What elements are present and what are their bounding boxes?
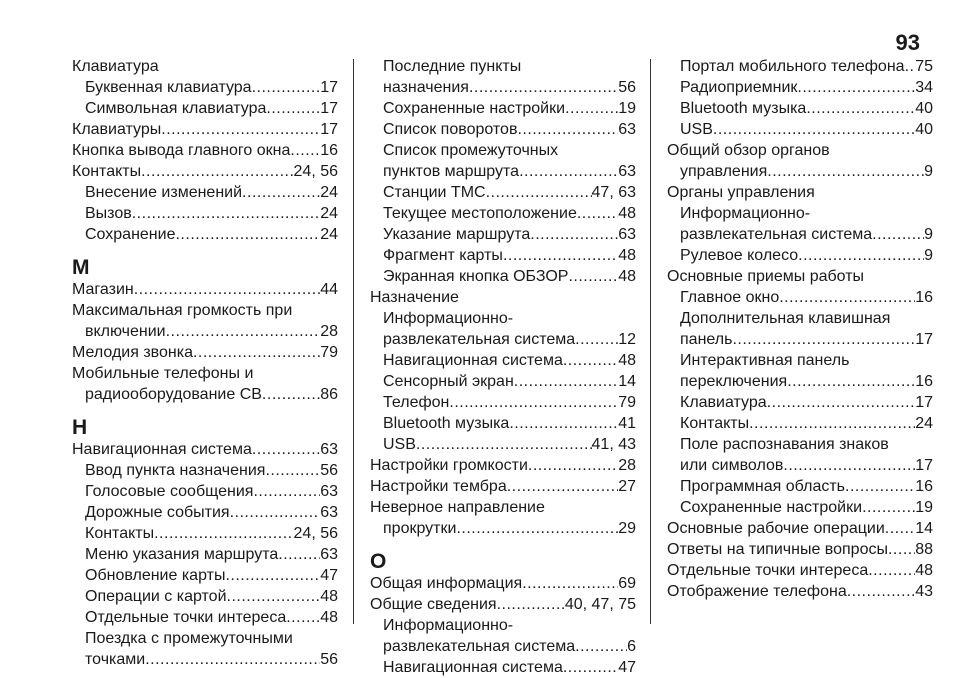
index-subentry [667,497,933,518]
entry-label: Контакты [680,415,750,432]
index-subentry [667,56,933,77]
index-entry [667,581,933,602]
leader-dots [767,161,924,182]
entry-label: Ответы на типичные вопросы [667,541,888,558]
index-subentry [72,481,338,502]
leader-dots [779,287,915,308]
index-subentry [667,245,933,266]
entry-page-number: 79 [320,344,338,361]
entry-label: Клавиатуры [72,121,162,138]
index-subentry [370,266,636,287]
entry-page-number: 48 [915,562,933,579]
index-entry [667,518,933,539]
entry-page-number: 48 [618,205,636,222]
entry-page-number: 24, 56 [293,525,338,542]
leader-dots [134,279,320,300]
entry-label: Текущее местоположение [383,205,577,222]
leader-dots [806,98,915,119]
index-entry [72,439,338,460]
leader-dots [732,329,915,350]
entry-label: Портал мобильного телефона [680,58,905,75]
index-subentry [667,308,933,329]
entry-page-number: 41, 43 [591,436,636,453]
index-subentry [72,649,338,670]
leader-dots [486,182,592,203]
leader-dots [242,182,320,203]
index-subentry [370,615,636,636]
entry-label: Информационно- [383,617,514,634]
index-subentry [667,350,933,371]
leader-dots [517,119,618,140]
entry-page-number: 48 [320,609,338,626]
entry-label: Информационно- [680,205,811,222]
entry-label: Рулевое колесо [680,247,799,264]
entry-label: Основные рабочие операции [667,520,885,537]
leader-dots [230,502,321,523]
index-subentry [370,119,636,140]
entry-label: Навигационная система [383,659,563,676]
index-subentry [370,182,636,203]
entry-label: Интерактивная панель [680,352,850,369]
entry-page-number: 56 [618,79,636,96]
index-entry [667,560,933,581]
entry-page-number: 47, 63 [591,184,636,201]
leader-dots [416,434,592,455]
index-subentry [72,384,338,405]
index-entry [370,476,636,497]
index-column-1 [72,56,338,670]
index-subentry [370,245,636,266]
entry-page-number: 17 [915,394,933,411]
index-entry [72,161,338,182]
index-subentry [370,77,636,98]
entry-page-number: 56 [320,651,338,668]
entry-label: Станции TMC [383,184,486,201]
section-letter: М [72,256,90,279]
leader-dots [845,476,915,497]
entry-page-number: 63 [618,121,636,138]
section-letter: О [370,550,387,573]
index-subentry [370,203,636,224]
entry-page-number: 79 [618,394,636,411]
leader-dots [469,77,618,98]
leader-dots [888,539,915,560]
index-entry [72,119,338,140]
index-subentry [72,565,338,586]
entry-label: Настройки громкости [370,457,528,474]
index-subentry [72,77,338,98]
entry-label: Навигационная система [72,441,252,458]
entry-label: Символьная клавиатура [85,100,267,117]
index-subentry [72,607,338,628]
leader-dots [252,77,321,98]
column-divider [650,59,651,624]
entry-page-number: 63 [320,504,338,521]
entry-label: Сохраненные настройки [383,100,566,117]
entry-label: Контакты [85,525,155,542]
entry-label: развлекательная система [383,331,576,348]
leader-dots [278,544,320,565]
index-subentry [72,321,338,342]
entry-page-number: 63 [618,226,636,243]
index-subentry [370,140,636,161]
leader-dots [862,497,915,518]
entry-page-number: 16 [915,478,933,495]
index-entry [72,56,338,77]
index-subentry [72,182,338,203]
entry-page-number: 16 [915,289,933,306]
leader-dots [797,77,915,98]
index-subentry [667,455,933,476]
leader-dots [193,342,320,363]
leader-dots [563,350,618,371]
index-entry [370,594,636,615]
index-subentry [667,287,933,308]
entry-label: прокрутки [383,520,457,537]
leader-dots [577,203,618,224]
leader-dots [575,636,627,657]
index-subentry [72,523,338,544]
index-entry [370,455,636,476]
index-subentry [667,476,933,497]
leader-dots [449,392,618,413]
index-subentry [667,413,933,434]
leader-dots [456,518,618,539]
entry-label: Неверное направление [370,499,545,516]
entry-page-number: 19 [915,499,933,516]
leader-dots [787,371,915,392]
index-entry [72,279,338,300]
index-entry [370,573,636,594]
entry-label: Сохранение [85,226,176,243]
entry-label: Общий обзор органов [667,142,830,159]
entry-page-number: 17 [320,100,338,117]
entry-page-number: 24, 56 [293,163,338,180]
leader-dots [509,413,618,434]
entry-label: Кнопка вывода главного окна [72,142,291,159]
entry-label: радиооборудование CB [85,386,262,403]
entry-label: Телефон [383,394,450,411]
entry-label: Радиоприемник [680,79,798,96]
leader-dots [563,657,618,678]
index-subentry [667,161,933,182]
column-divider [353,59,354,624]
index-subentry [667,98,933,119]
index-subentry [667,203,933,224]
entry-page-number: 48 [618,352,636,369]
entry-label: Внесение изменений [85,184,243,201]
entry-label: Информационно- [383,310,514,327]
entry-label: Отдельные точки интереса [667,562,869,579]
entry-label: Экранная кнопка ОБЗОР [383,268,569,285]
entry-page-number: 16 [915,373,933,390]
index-entry [667,539,933,560]
entry-page-number: 14 [915,520,933,537]
index-subentry [667,224,933,245]
entry-page-number: 29 [618,520,636,537]
entry-page-number: 17 [320,79,338,96]
leader-dots [132,203,320,224]
entry-label: USB [383,436,416,453]
entry-label: Общая информация [370,575,523,592]
leader-dots [767,392,916,413]
entry-page-number: 47 [618,659,636,676]
entry-page-number: 28 [320,323,338,340]
entry-page-number: 40 [915,100,933,117]
leader-dots [262,384,320,405]
leader-dots [286,607,320,628]
entry-label: Сенсорный экран [383,373,514,390]
entry-label: включении [85,323,166,340]
index-entry [72,300,338,321]
entry-label: Голосовые сообщения [85,483,254,500]
leader-dots [252,439,320,460]
entry-page-number: 17 [915,457,933,474]
entry-page-number: 34 [915,79,933,96]
entry-label: Клавиатура [680,394,767,411]
entry-page-number: 88 [915,541,933,558]
entry-page-number: 9 [924,226,933,243]
entry-page-number: 63 [320,441,338,458]
entry-page-number: 43 [915,583,933,600]
leader-dots [145,649,320,670]
entry-label: Максимальная громкость при [72,302,293,319]
entry-label: Отдельные точки интереса [85,609,287,626]
leader-dots [227,586,321,607]
section-letter: Н [72,416,88,439]
entry-page-number: 14 [618,373,636,390]
leader-dots [528,455,618,476]
index-subentry [667,329,933,350]
leader-dots [154,523,293,544]
index-subentry [370,434,636,455]
leader-dots [905,56,916,77]
leader-dots [514,371,618,392]
index-subentry [667,392,933,413]
index-subentry [72,203,338,224]
leader-dots [266,98,320,119]
leader-dots [868,560,915,581]
entry-label: Вызов [85,205,132,222]
entry-page-number: 86 [320,386,338,403]
index-subentry [72,544,338,565]
entry-label: Сохраненные настройки [680,499,863,516]
leader-dots [783,455,915,476]
leader-dots [749,413,915,434]
index-entry [72,363,338,384]
entry-label: Список промежуточных [383,142,559,159]
entry-label: Назначение [370,289,459,306]
entry-label: Фрагмент карты [383,247,503,264]
entry-label: Операции с картой [85,588,227,605]
leader-dots [519,161,618,182]
entry-label: Дорожные события [85,504,230,521]
index-subentry [667,77,933,98]
entry-label: точками [85,651,146,668]
index-entry [370,287,636,308]
entry-page-number: 9 [924,247,933,264]
entry-page-number: 48 [320,588,338,605]
index-column-3 [667,56,933,602]
entry-label: назначения [383,79,469,96]
leader-dots [522,573,618,594]
index-subentry [370,98,636,119]
page-number: 93 [895,30,920,55]
entry-label: Поездка с промежуточными [85,630,293,647]
index-subentry [370,636,636,657]
entry-label: Навигационная система [383,352,563,369]
index-subentry [370,657,636,678]
leader-dots [290,140,320,161]
index-subentry [72,224,338,245]
index-subentry [370,371,636,392]
entry-page-number: 48 [618,268,636,285]
entry-label: Общие сведения [370,596,497,613]
entry-label: Bluetooth музыка [680,100,807,117]
index-subentry [370,56,636,77]
index-entry [72,342,338,363]
leader-dots [265,460,320,481]
leader-dots [565,98,618,119]
entry-page-number: 24 [320,226,338,243]
entry-label: Контакты [72,163,142,180]
entry-label: Последние пункты [383,58,522,75]
leader-dots [713,119,915,140]
entry-label: Указание маршрута [383,226,531,243]
entry-page-number: 9 [924,163,933,180]
entry-label: Буквенная клавиатура [85,79,252,96]
entry-page-number: 24 [915,415,933,432]
index-subentry [72,502,338,523]
index-subentry [72,460,338,481]
entry-page-number: 27 [618,478,636,495]
entry-page-number: 24 [320,184,338,201]
entry-page-number: 44 [320,281,338,298]
entry-label: или символов [680,457,784,474]
leader-dots [885,518,915,539]
leader-dots [847,581,915,602]
entry-label: Органы управления [667,184,815,201]
index-subentry [370,350,636,371]
leader-dots [503,245,618,266]
entry-label: управления [680,163,768,180]
entry-page-number: 48 [618,247,636,264]
entry-label: Программная область [680,478,846,495]
entry-label: развлекательная система [680,226,873,243]
entry-label: USB [680,121,713,138]
entry-page-number: 63 [618,163,636,180]
entry-page-number: 16 [320,142,338,159]
entry-label: Основные приемы работы [667,268,865,285]
entry-label: Клавиатура [72,58,159,75]
entry-page-number: 17 [915,331,933,348]
entry-label: Поле распознавания знаков [680,436,889,453]
entry-label: Мелодия звонка [72,344,193,361]
entry-label: переключения [680,373,788,390]
entry-label: Настройки тембра [370,478,507,495]
index-subentry [370,518,636,539]
entry-page-number: 40, 47, 75 [564,596,636,613]
entry-page-number: 40 [915,121,933,138]
leader-dots [798,245,924,266]
index-entry [667,266,933,287]
leader-dots [161,119,320,140]
index-column-2 [370,56,636,678]
leader-dots [568,266,618,287]
leader-dots [530,224,618,245]
entry-label: панель [680,331,733,348]
entry-page-number: 41 [618,415,636,432]
entry-page-number: 75 [915,58,933,75]
entry-page-number: 63 [320,546,338,563]
index-entry [72,140,338,161]
entry-page-number: 19 [618,100,636,117]
index-subentry [370,308,636,329]
leader-dots [872,224,924,245]
entry-label: Список поворотов [383,121,518,138]
entry-label: Магазин [72,281,134,298]
leader-dots [225,565,320,586]
entry-page-number: 56 [320,462,338,479]
index-entry [667,140,933,161]
entry-page-number: 24 [320,205,338,222]
index-entry [667,182,933,203]
index-entry [370,497,636,518]
index-subentry [370,161,636,182]
leader-dots [253,481,320,502]
leader-dots [175,224,320,245]
entry-page-number: 28 [618,457,636,474]
entry-label: Главное окно [680,289,780,306]
entry-label: Bluetooth музыка [383,415,510,432]
leader-dots [507,476,618,497]
entry-label: Дополнительная клавишная [680,310,891,327]
index-subentry [667,434,933,455]
index-subentry [370,413,636,434]
entry-page-number: 6 [627,638,636,655]
entry-label: развлекательная система [383,638,576,655]
entry-label: Ввод пункта назначения [85,462,266,479]
entry-label: Отображение телефона [667,583,847,600]
entry-label: Меню указания маршрута [85,546,279,563]
entry-label: пунктов маршрута [383,163,520,180]
index-subentry [370,392,636,413]
index-subentry [370,224,636,245]
index-subentry [370,329,636,350]
index-subentry [72,586,338,607]
entry-page-number: 12 [618,331,636,348]
entry-page-number: 69 [618,575,636,592]
index-subentry [667,371,933,392]
entry-page-number: 63 [320,483,338,500]
leader-dots [497,594,565,615]
leader-dots [166,321,321,342]
index-subentry [72,628,338,649]
entry-label: Обновление карты [85,567,226,584]
entry-page-number: 17 [320,121,338,138]
entry-page-number: 47 [320,567,338,584]
index-subentry [667,119,933,140]
leader-dots [575,329,618,350]
entry-label: Мобильные телефоны и [72,365,254,382]
index-subentry [72,98,338,119]
leader-dots [141,161,293,182]
